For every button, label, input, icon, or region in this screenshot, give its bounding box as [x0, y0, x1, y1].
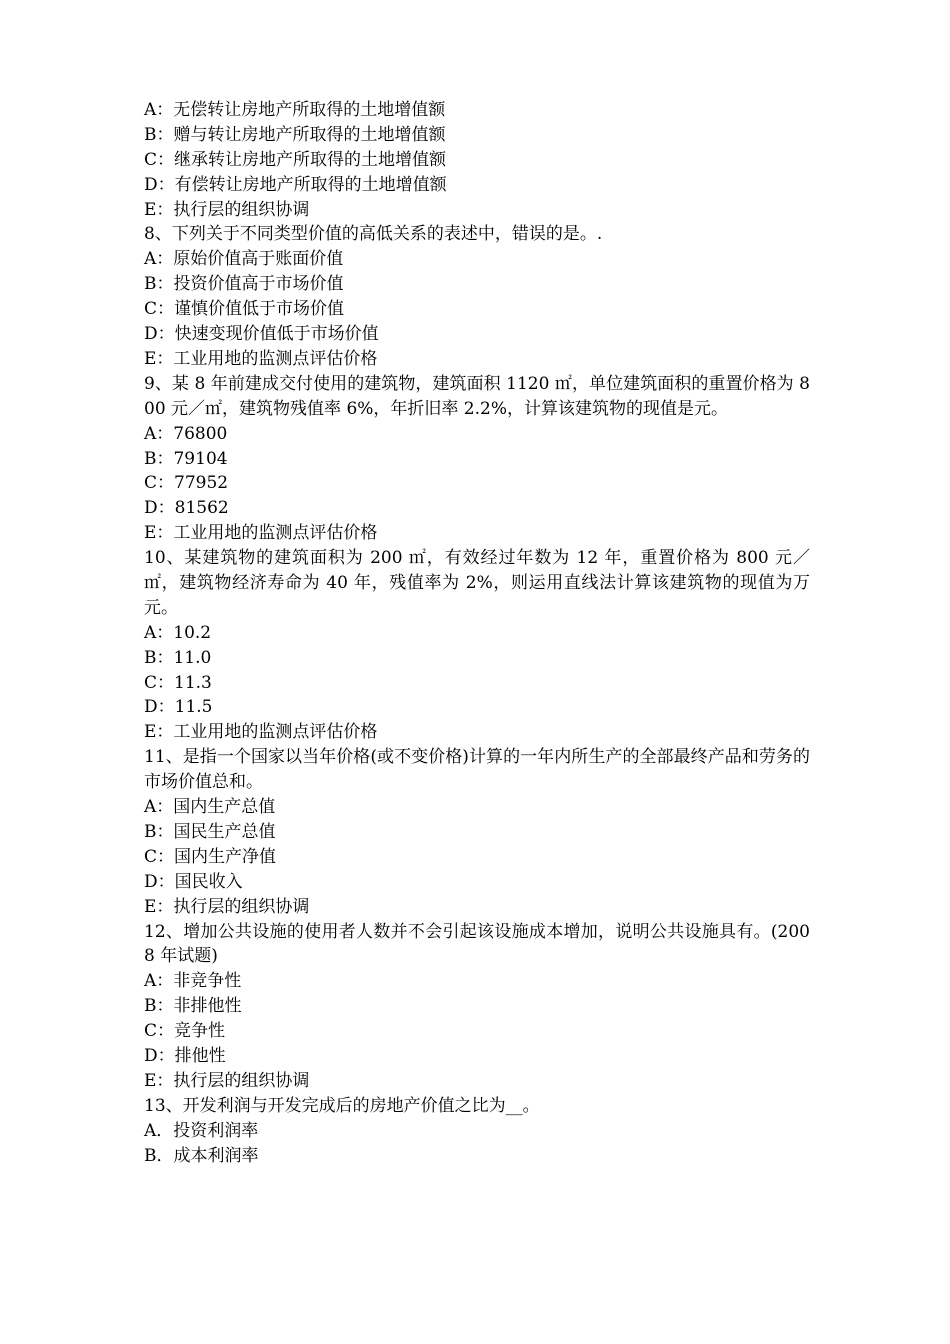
option-line: E：工业用地的监测点评估价格: [144, 348, 378, 369]
option-line: B：11.0: [144, 647, 212, 668]
option-line: C：竞争性: [144, 1021, 226, 1042]
option-line: A：国内生产总值: [144, 797, 276, 818]
document-page: [144, 98, 810, 1168]
option-line: B：国民生产总值: [144, 821, 276, 842]
question-9: 9、某 8 年前建成交付使用的建筑物，建筑面积 1120 ㎡，单位建筑面积的重置价格为 800 元／㎡，建筑物残值率 6%，年折旧率 2.2%，计算该建筑物的现值是元。: [144, 373, 810, 419]
option-line: D：快速变现价值低于市场价值: [144, 324, 379, 345]
option-line: E：执行层的组织协调: [144, 896, 310, 917]
question-13: 13、开发利润与开发完成后的房地产价值之比为__。: [144, 1095, 540, 1116]
option-line: B．成本利润率: [144, 1145, 259, 1166]
option-line: D：81562: [144, 498, 229, 519]
option-line: C：继承转让房地产所取得的土地增值额: [144, 149, 447, 170]
option-line: A：76800: [144, 423, 228, 444]
option-line: A：无偿转让房地产所取得的土地增值额: [144, 100, 446, 120]
question-12: 12、增加公共设施的使用者人数并不会引起该设施成本增加，说明公共设施具有。(2008 年试题): [144, 921, 810, 967]
option-line: C：11.3: [144, 672, 212, 693]
option-line: E：执行层的组织协调: [144, 199, 310, 220]
option-line: E：工业用地的监测点评估价格: [144, 523, 378, 544]
option-line: C：国内生产净值: [144, 846, 277, 867]
option-line: E：工业用地的监测点评估价格: [144, 722, 378, 743]
option-line: B：非排他性: [144, 996, 242, 1017]
option-line: A：10.2: [144, 622, 212, 643]
option-line: A．投资利润率: [144, 1120, 259, 1141]
option-line: D：国民收入: [144, 871, 243, 892]
option-line: C：77952: [144, 473, 229, 494]
question-11: 11、是指一个国家以当年价格(或不变价格)计算的一年内所生产的全部最终产品和劳务的市场价值总和。: [144, 747, 810, 793]
option-line: D：有偿转让房地产所取得的土地增值额: [144, 174, 447, 195]
option-line: C：谨慎价值低于市场价值: [144, 299, 345, 320]
option-line: A：非竞争性: [144, 971, 242, 992]
question-8: 8、下列关于不同类型价值的高低关系的表述中，错误的是。.: [144, 224, 603, 245]
option-line: A：原始价值高于账面价值: [144, 249, 344, 270]
question-10: 10、某建筑物的建筑面积为 200 ㎡，有效经过年数为 12 年，重置价格为 800 元／㎡，建筑物经济寿命为 40 年，残值率为 2%，则运用直线法计算该建筑物的现值为万元。: [144, 548, 810, 618]
option-line: D：排他性: [144, 1045, 226, 1066]
option-line: E：执行层的组织协调: [144, 1070, 310, 1091]
option-line: B：79104: [144, 448, 228, 469]
option-line: D：11.5: [144, 697, 213, 718]
option-line: B：投资价值高于市场价值: [144, 274, 344, 295]
option-line: B：赠与转让房地产所取得的土地增值额: [144, 124, 446, 145]
